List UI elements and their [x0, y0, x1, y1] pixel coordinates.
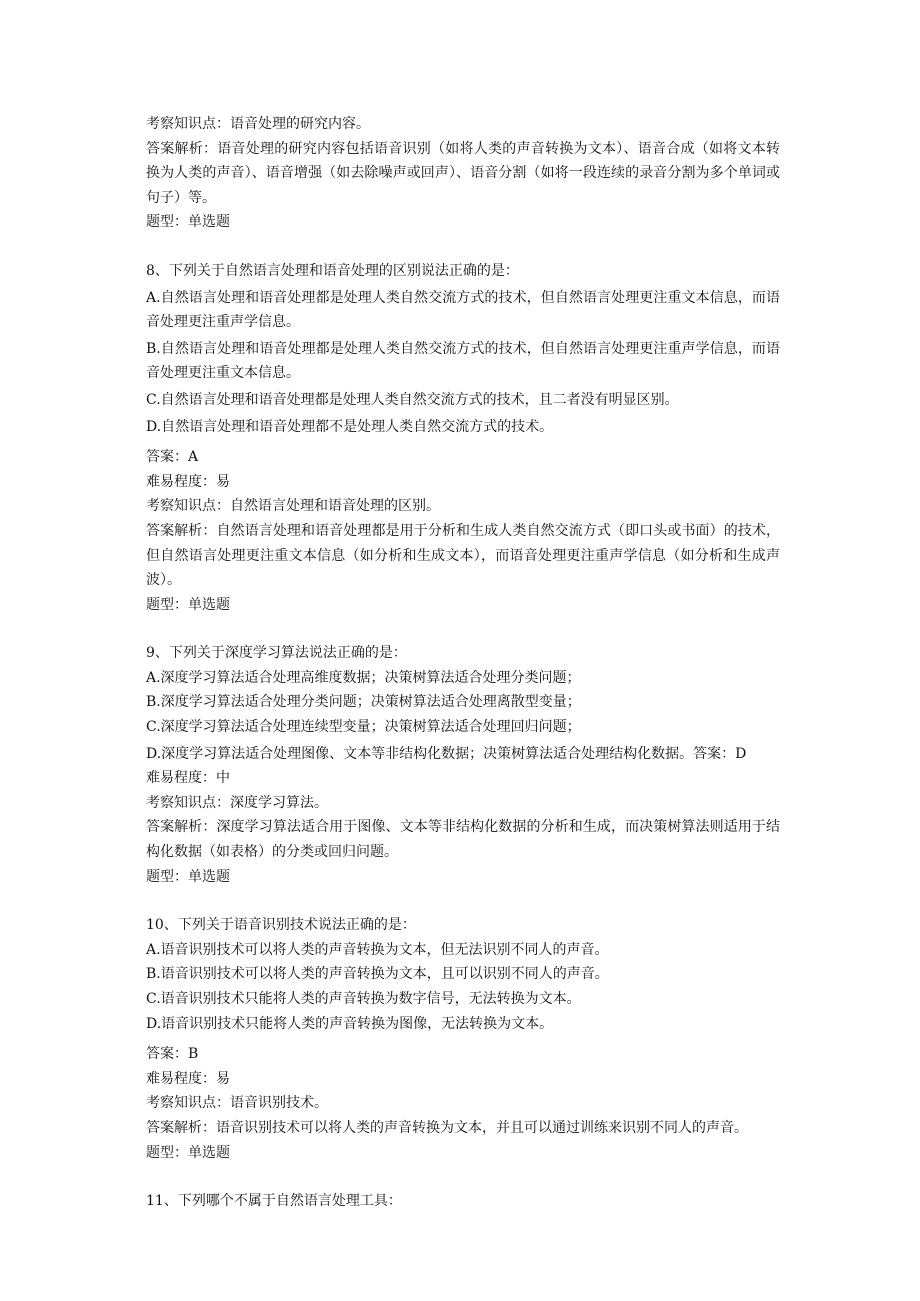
- answer: 答案：A: [146, 449, 199, 466]
- knowledge-point: 考察知识点：自然语言处理和语音处理的区别。: [146, 498, 440, 515]
- question-9: [146, 641, 780, 889]
- option-c: C.自然语言处理和语音处理都是处理人类自然交流方式的技术，且二者没有明显区别。: [146, 391, 679, 408]
- question-8: [146, 259, 780, 617]
- difficulty: 难易程度：易: [146, 1070, 230, 1087]
- question-stem: 9、下列关于深度学习算法说法正确的是：: [146, 645, 407, 662]
- question-stem: 11、下列哪个不属于自然语言处理工具：: [146, 1193, 402, 1210]
- option-d: D.深度学习算法适合处理图像、文本等非结构化数据；决策树算法适合处理结构化数据。答案：D: [146, 745, 747, 762]
- answer-analysis: 答案解析：深度学习算法适合用于图像、文本等非结构化数据的分析和生成，而决策树算法则适用于结构化数据（如表格）的分类或回归问题。: [146, 819, 780, 861]
- answer-analysis: 答案解析：语音识别技术可以将人类的声音转换为文本，并且可以通过训练来识别不同人的声音。: [146, 1119, 748, 1136]
- option-a: A.深度学习算法适合处理高维度数据；决策树算法适合处理分类问题；: [146, 669, 581, 686]
- knowledge-point: 考察知识点：语音识别技术。: [146, 1095, 328, 1112]
- document-page: [146, 112, 780, 1214]
- question-type: 题型：单选题: [146, 1144, 230, 1161]
- question-stem: 8、下列关于自然语言处理和语音处理的区别说法正确的是：: [146, 262, 519, 279]
- option-b: B.深度学习算法适合处理分类问题；决策树算法适合处理离散型变量；: [146, 694, 581, 711]
- option-c: C.语音识别技术只能将人类的声音转换为数字信号，无法转换为文本。: [146, 991, 581, 1007]
- option-a: A.语音识别技术可以将人类的声音转换为文本，但无法识别不同人的声音。: [146, 941, 609, 958]
- answer: 答案：B: [146, 1046, 199, 1063]
- intro-analysis: 答案解析：语音处理的研究内容包括语音识别（如将人类的声音转换为文本）、语音合成（如将文本转换为人类的声音）、语音增强（如去除噪声或回声）、语音分割（如将一段连续的录音分割为多个单词或句子）等。: [146, 140, 780, 206]
- question-10: [146, 913, 780, 1165]
- difficulty: 难易程度：中: [146, 770, 230, 787]
- option-b: B.自然语言处理和语音处理都是处理人类自然交流方式的技术，但自然语言处理更注重声学信息，而语音处理更注重文本信息。: [146, 340, 780, 382]
- knowledge-point: 考察知识点：深度学习算法。: [146, 794, 328, 811]
- option-b: B.语音识别技术可以将人类的声音转换为文本，且可以识别不同人的声音。: [146, 966, 609, 983]
- option-d: D.语音识别技术只能将人类的声音转换为图像，无法转换为文本。: [146, 1015, 554, 1032]
- option-a: A.自然语言处理和语音处理都是处理人类自然交流方式的技术，但自然语言处理更注重文本信息，而语音处理更注重声学信息。: [146, 289, 780, 331]
- question-11: [146, 1189, 780, 1214]
- intro-type: 题型：单选题: [146, 214, 230, 231]
- option-d: D.自然语言处理和语音处理都不是处理人类自然交流方式的技术。: [146, 418, 554, 435]
- intro-knowledge: 考察知识点：语音处理的研究内容。: [146, 116, 370, 132]
- option-c: C.深度学习算法适合处理连续型变量；决策树算法适合处理回归问题；: [146, 719, 581, 736]
- question-type: 题型：单选题: [146, 596, 230, 613]
- difficulty: 难易程度：易: [146, 473, 230, 490]
- question-type: 题型：单选题: [146, 868, 230, 885]
- answer-analysis: 答案解析：自然语言处理和语音处理都是用于分析和生成人类自然交流方式（即口头或书面）的技术，但自然语言处理更注重文本信息（如分析和生成文本），而语音处理更注重声学信息（如分析和生成声波）。: [146, 522, 780, 589]
- question-stem: 10、下列关于语音识别技术说法正确的是：: [146, 917, 416, 934]
